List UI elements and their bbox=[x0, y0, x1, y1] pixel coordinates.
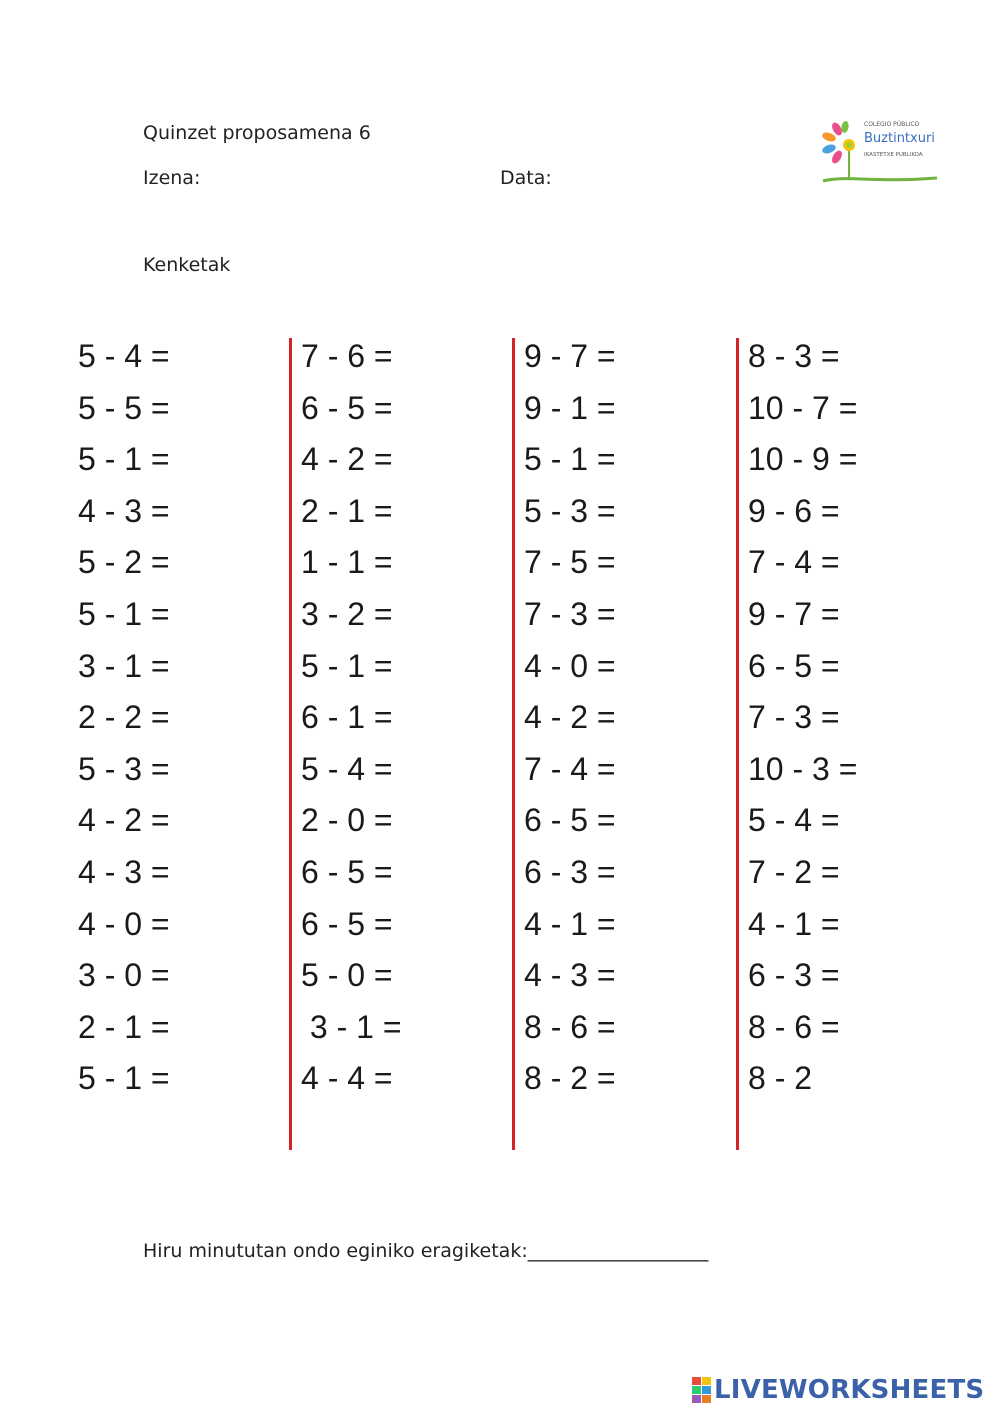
exercise[interactable]: 4 - 2 = bbox=[524, 699, 616, 736]
exercise[interactable]: 9 - 1 = bbox=[524, 389, 616, 426]
exercise[interactable]: 5 - 1 = bbox=[78, 441, 170, 478]
exercise[interactable]: 4 - 2 = bbox=[301, 441, 393, 478]
exercise[interactable]: 5 - 1 = bbox=[78, 595, 170, 632]
column-divider bbox=[289, 338, 292, 1150]
exercise[interactable]: 1 - 1 = bbox=[301, 544, 393, 581]
exercise[interactable]: 5 - 3 = bbox=[78, 750, 170, 787]
exercise[interactable]: 10 - 9 = bbox=[748, 441, 858, 478]
exercise-column-3 bbox=[524, 331, 616, 1105]
section-heading: Kenketak bbox=[143, 254, 231, 276]
exercise[interactable]: 5 - 0 = bbox=[301, 957, 393, 994]
date-label: Data: bbox=[500, 167, 552, 189]
exercise[interactable]: 2 - 2 = bbox=[78, 699, 170, 736]
name-label: Izena: bbox=[143, 167, 201, 189]
exercise[interactable]: 2 - 1 = bbox=[301, 492, 393, 529]
exercise[interactable]: 5 - 1 = bbox=[524, 441, 616, 478]
exercise-column-1 bbox=[78, 331, 170, 1105]
exercise[interactable]: 5 - 2 = bbox=[78, 544, 170, 581]
column-divider bbox=[512, 338, 515, 1150]
exercise[interactable]: 4 - 3 = bbox=[524, 957, 616, 994]
exercise[interactable]: 7 - 4 = bbox=[748, 544, 840, 581]
exercise[interactable]: 8 - 3 = bbox=[748, 338, 840, 374]
exercise[interactable]: 4 - 4 = bbox=[301, 1060, 393, 1097]
exercise[interactable]: 4 - 0 = bbox=[78, 905, 170, 942]
exercise-column-4 bbox=[748, 331, 857, 1105]
logo-caption: COLEGIO PÚBLICO bbox=[864, 121, 920, 128]
exercise[interactable]: 5 - 1 = bbox=[78, 1060, 170, 1097]
liveworksheets-brand[interactable] bbox=[692, 1373, 984, 1407]
flower-icon bbox=[821, 120, 937, 181]
exercise[interactable]: 4 - 2 = bbox=[78, 802, 170, 839]
exercise[interactable]: 8 - 6 = bbox=[748, 1008, 840, 1045]
exercise[interactable]: 7 - 3 = bbox=[524, 595, 616, 632]
exercise[interactable]: 3 - 2 = bbox=[301, 595, 393, 632]
exercise[interactable]: 5 - 4 = bbox=[301, 750, 393, 787]
exercise[interactable]: 3 - 1 = bbox=[301, 1008, 402, 1045]
score-line: Hiru minututan ondo eginiko eragiketak:___________________ bbox=[143, 1240, 709, 1262]
exercise[interactable]: 4 - 3 = bbox=[78, 492, 170, 529]
exercise[interactable]: 8 - 6 = bbox=[524, 1008, 616, 1045]
logo-subcaption: IKASTETXE PUBLIKOA bbox=[864, 152, 923, 158]
exercise[interactable]: 2 - 0 = bbox=[301, 802, 393, 839]
exercise[interactable]: 9 - 6 = bbox=[748, 492, 840, 529]
exercise[interactable]: 7 - 6 = bbox=[301, 338, 393, 374]
exercise[interactable]: 2 - 1 = bbox=[78, 1008, 170, 1045]
exercise[interactable]: 5 - 4 = bbox=[78, 338, 170, 374]
exercise[interactable]: 6 - 3 = bbox=[748, 957, 840, 994]
exercise[interactable]: 5 - 5 = bbox=[78, 389, 170, 426]
exercise[interactable]: 4 - 3 = bbox=[78, 853, 170, 890]
exercise[interactable]: 7 - 5 = bbox=[524, 544, 616, 581]
exercise[interactable]: 3 - 1 = bbox=[78, 647, 170, 684]
exercise[interactable]: 9 - 7 = bbox=[524, 338, 616, 374]
exercise[interactable]: 4 - 1 = bbox=[524, 905, 616, 942]
exercise[interactable]: 8 - 2 = bbox=[524, 1060, 616, 1097]
exercise[interactable]: 9 - 7 = bbox=[748, 595, 840, 632]
exercise[interactable]: 6 - 3 = bbox=[524, 853, 616, 890]
exercise[interactable]: 8 - 2 bbox=[748, 1060, 813, 1097]
exercise[interactable]: 4 - 1 = bbox=[748, 905, 840, 942]
logo-school-name: Buztintxuri bbox=[864, 131, 935, 146]
column-divider bbox=[736, 338, 739, 1150]
exercise[interactable]: 7 - 3 = bbox=[748, 699, 840, 736]
exercise[interactable]: 4 - 0 = bbox=[524, 647, 616, 684]
exercise-column-2 bbox=[301, 331, 402, 1105]
exercise[interactable]: 6 - 5 = bbox=[301, 853, 393, 890]
exercise[interactable]: 7 - 4 = bbox=[524, 750, 616, 787]
exercise[interactable]: 5 - 4 = bbox=[748, 802, 840, 839]
exercise[interactable]: 6 - 5 = bbox=[301, 389, 393, 426]
exercise[interactable]: 7 - 2 = bbox=[748, 853, 840, 890]
worksheet-title: Quinzet proposamena 6 bbox=[143, 122, 371, 144]
exercise[interactable]: 10 - 3 = bbox=[748, 750, 858, 787]
exercise[interactable]: 6 - 5 = bbox=[301, 905, 393, 942]
exercise[interactable]: 6 - 1 = bbox=[301, 699, 393, 736]
brand-text: LIVEWORKSHEETS bbox=[714, 1375, 985, 1405]
exercise[interactable]: 10 - 7 = bbox=[748, 389, 858, 426]
exercise[interactable]: 5 - 1 = bbox=[301, 647, 393, 684]
exercise[interactable]: 6 - 5 = bbox=[748, 647, 840, 684]
liveworksheets-icon bbox=[692, 1375, 712, 1405]
exercise[interactable]: 3 - 0 = bbox=[78, 957, 170, 994]
exercise[interactable]: 5 - 3 = bbox=[524, 492, 616, 529]
exercise[interactable]: 6 - 5 = bbox=[524, 802, 616, 839]
